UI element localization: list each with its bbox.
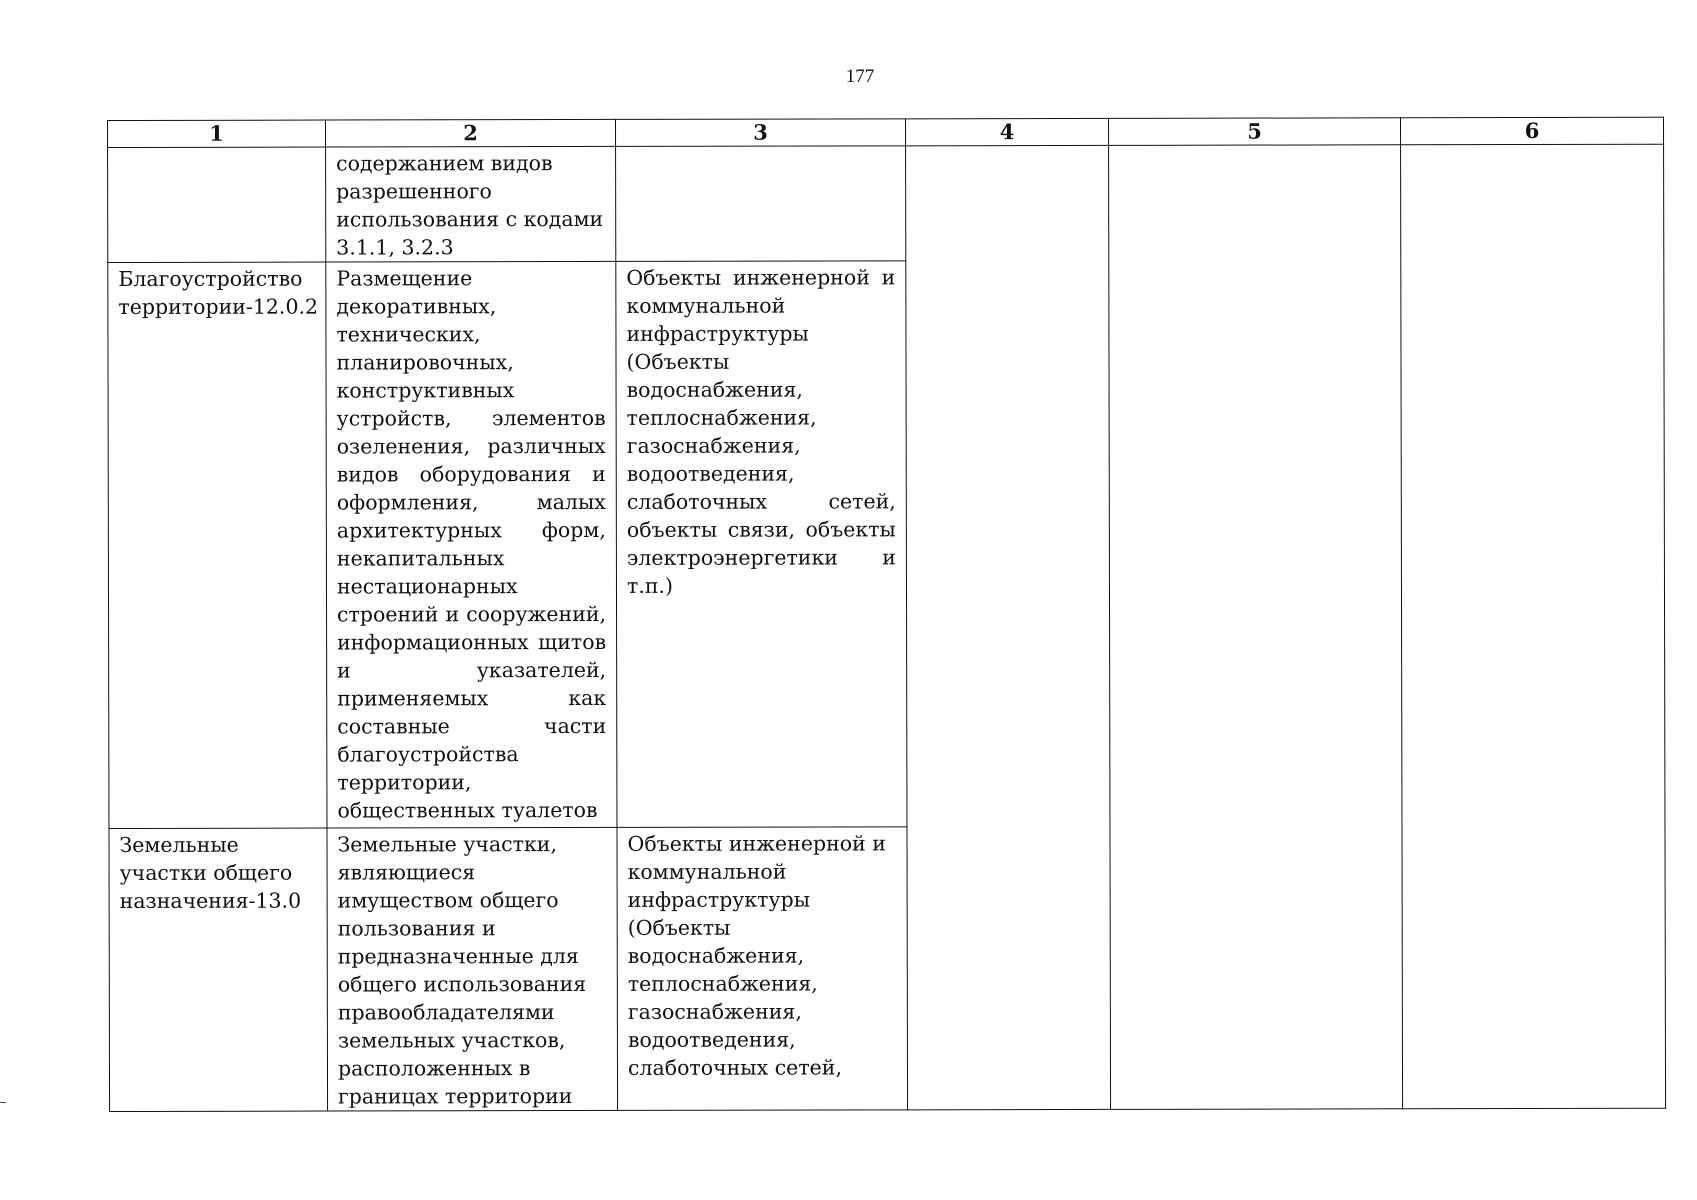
column-header-2: 2 (326, 119, 616, 147)
row-2-allowed-objects: Объекты инженерной и коммунальной инфраструктуры (Объекты водоснабжения, теплоснабжения, газоснабжения, водоотведения, слаботочных сетей, объекты связи, объекты электроэнергетики и т.п.) (616, 261, 907, 828)
column-header-4: 4 (905, 118, 1108, 145)
column-header-6: 6 (1400, 117, 1663, 145)
table-row (108, 144, 1664, 262)
column-5-cell (1109, 145, 1403, 1110)
column-6-cell (1401, 144, 1666, 1109)
column-header-5: 5 (1108, 118, 1400, 146)
column-header-3: 3 (615, 119, 905, 147)
row-1-use-name (108, 147, 326, 262)
zoning-table (107, 117, 1666, 1112)
row-3-use-name: Земельные участки общего назначения-13.0 (109, 828, 328, 1111)
column-header-1: 1 (108, 120, 326, 147)
column-4-cell (906, 145, 1111, 1109)
row-3-use-description: Земельные участки, являющиеся имуществом общего пользования и предназначенные для общего использования правообладателями земельных участков, расположенных в границах территории (327, 827, 618, 1111)
row-2-use-name: Благоустройство территории-12.0.2 (108, 262, 327, 828)
scan-edge-mark (0, 1102, 6, 1103)
row-2-use-description: Размещение декоративных, технических, планировочных, конструктивных устройств, элементов озеленения, различных видов оборудования и оформления, малых архитектурных форм, некапитальных нестационарных строений и сооружений, информационных щитов и указателей, применяемых как составные части благоустройства территории, общественных туалетов (326, 261, 617, 828)
table-header-row (108, 117, 1664, 147)
row-3-allowed-objects: Объекты инженерной и коммунальной инфраструктуры (Объекты водоснабжения, теплоснабжения, газоснабжения, водоотведения, слаботочных сетей, (617, 827, 908, 1111)
row-1-allowed-objects (616, 146, 906, 262)
row-1-use-description: содержанием видов разрешенного использования с кодами 3.1.1, 3.2.3 (326, 146, 616, 262)
page-number: 177 (845, 66, 875, 87)
